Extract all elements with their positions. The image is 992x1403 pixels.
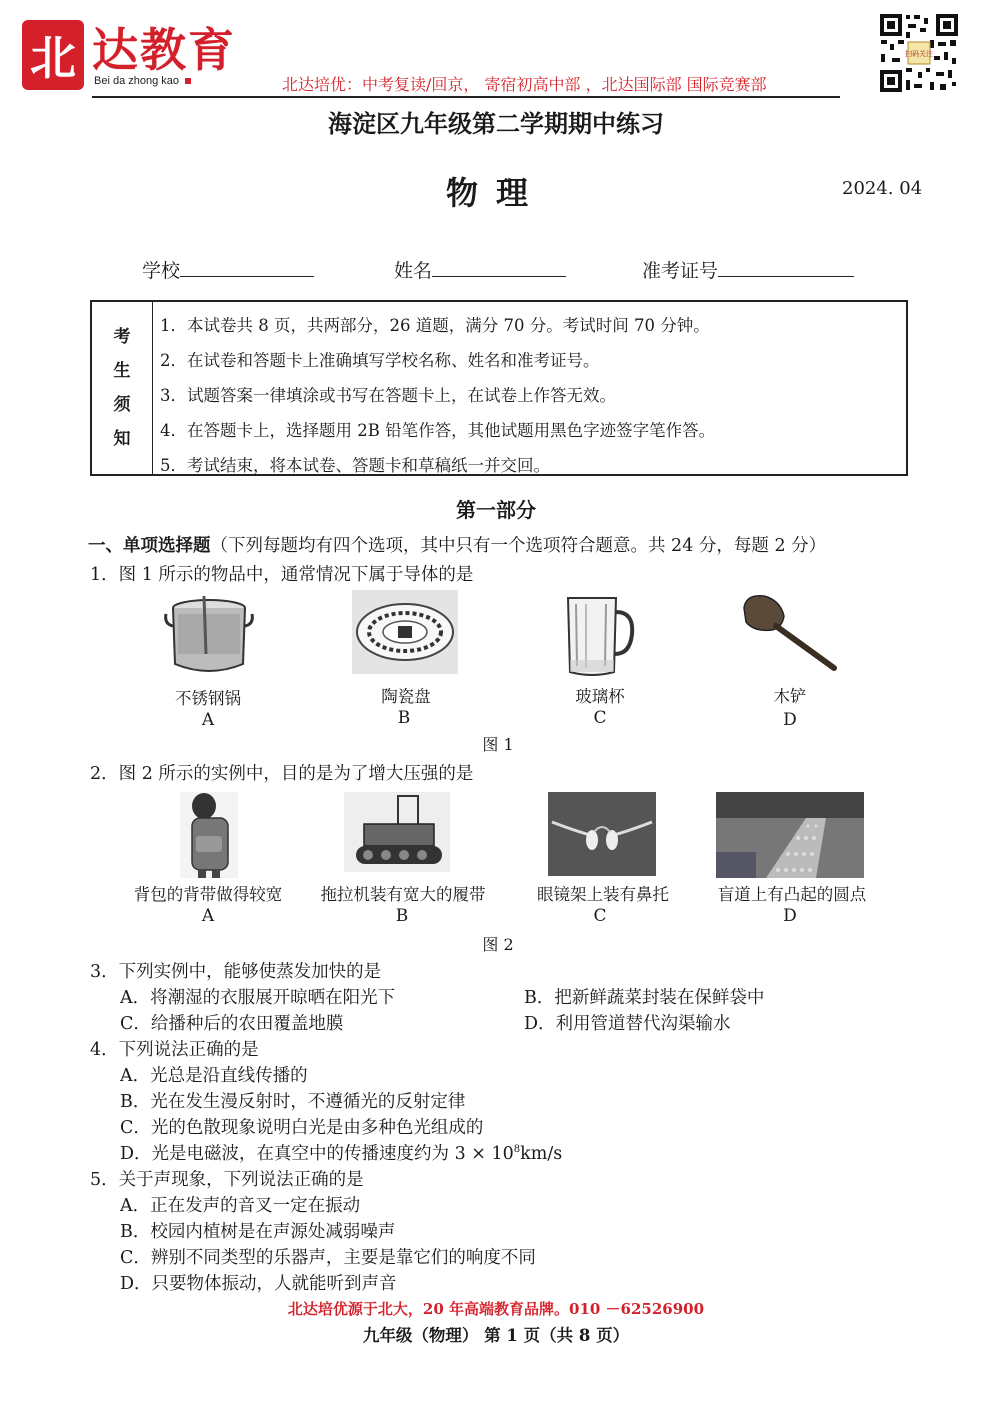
q1-caption-b: 陶瓷盘: [381, 687, 431, 706]
q1-stem: 1．图 1 所示的物品中，通常情况下属于导体的是: [90, 565, 474, 585]
q4-option-a: A．光总是沿直线传播的: [120, 1066, 308, 1086]
q3-option-a: A．将潮湿的衣服展开晾晒在阳光下: [120, 988, 396, 1008]
footer-advert: 北达培优源于北大，20 年高端教育品牌。010 －62526900: [287, 1300, 705, 1318]
exam-title: 海淀区九年级第二学期期中练习: [328, 109, 664, 138]
part-title: 第一部分: [456, 498, 536, 522]
q2-caption-a: 背包的背带做得较宽: [133, 885, 283, 904]
logo-dot-icon: [185, 78, 191, 84]
q1-letter-b: B: [397, 708, 411, 728]
notice-label-char: 考: [113, 327, 131, 347]
figure-1-label: 图 1: [482, 735, 514, 754]
name-blank[interactable]: [432, 258, 566, 277]
q4-option-b: B．光在发生漫反射时，不遵循光的反射定律: [120, 1092, 466, 1112]
q2-letter-d: D: [783, 906, 797, 926]
q4-option-d-text: D．光是电磁波，在真空中的传播速度约为 3 × 10: [120, 1144, 514, 1164]
logo-subtitle-text: Bei da zhong kao: [94, 75, 180, 87]
q2-letter-c: C: [593, 906, 607, 926]
q4-exponent: 8: [513, 1144, 521, 1156]
q2-letter-b: B: [395, 906, 409, 926]
notice-item: 5．考试结束，将本试卷、答题卡和草稿纸一并交回。: [160, 456, 550, 475]
school-label: 学校: [142, 260, 181, 282]
notice-item: 4．在答题卡上，选择题用 2B 铅笔作答，其他试题用黑色字迹签字笔作答。: [160, 421, 716, 440]
school-field[interactable]: [142, 256, 314, 283]
notice-item: 3．试题答案一律填涂或书写在答题卡上，在试卷上作答无效。: [160, 386, 616, 405]
notice-list: [160, 308, 715, 483]
logo-text: 达教育: [92, 23, 236, 77]
name-field[interactable]: [394, 256, 566, 283]
exam-id-blank[interactable]: [718, 258, 854, 277]
q1-caption-a: 不锈钢锅: [175, 689, 241, 708]
q1-caption-d: 木铲: [773, 687, 807, 706]
notice-box: [90, 300, 908, 476]
header-slogan: 北达培优：中考复读/回京， 寄宿初高中部 ，北达国际部 国际竞赛部: [282, 75, 767, 94]
q5-option-d: D．只要物体振动，人就能听到声音: [120, 1274, 397, 1294]
section-title: [88, 532, 826, 557]
glasses-nosepad-icon: [548, 792, 656, 876]
q4-unit: km/s: [520, 1144, 563, 1164]
q1-letter-c: C: [593, 708, 607, 728]
exam-id-label: 准考证号: [642, 260, 719, 282]
logo-mark: [22, 20, 84, 90]
subject-title: 物理: [445, 174, 546, 212]
qr-code-icon: [878, 12, 960, 94]
logo-subtitle: [94, 75, 191, 87]
q2-caption-c: 眼镜架上装有鼻托: [537, 885, 669, 904]
ceramic-plate-icon: [352, 590, 458, 674]
name-label: 姓名: [394, 260, 433, 282]
page-number: 九年级（物理） 第 1 页（共 8 页）: [362, 1326, 630, 1345]
wooden-spatula-icon: [738, 590, 844, 674]
notice-label: [92, 302, 153, 474]
header-rule: [92, 96, 840, 98]
q5-stem: 5．关于声现象，下列说法正确的是: [90, 1170, 364, 1190]
q5-option-a: A．正在发声的音叉一定在振动: [120, 1196, 361, 1216]
q3-stem: 3．下列实例中，能够使蒸发加快的是: [90, 962, 382, 982]
school-blank[interactable]: [180, 258, 314, 277]
q4-option-c: C．光的色散现象说明白光是由多种色光组成的: [120, 1118, 484, 1138]
exam-id-field[interactable]: [642, 256, 854, 283]
q1-letter-a: A: [201, 710, 215, 730]
q4-stem: 4．下列说法正确的是: [90, 1040, 259, 1060]
qr-center-label: 扫码关注: [905, 50, 933, 58]
exam-date: 2024. 04: [842, 178, 923, 199]
tactile-paving-icon: [716, 792, 864, 878]
q5-option-c: C．辨别不同类型的乐器声，主要是靠它们的响度不同: [120, 1248, 536, 1268]
section-desc: （下列每题均有四个选项，其中只有一个选项符合题意。共 24 分，每题 2 分）: [210, 536, 827, 556]
steel-pot-icon: [164, 594, 254, 678]
backpack-girl-icon: [180, 792, 238, 878]
glass-cup-icon: [562, 594, 636, 678]
notice-item: 1．本试卷共 8 页，共两部分，26 道题，满分 70 分。考试时间 70 分钟。: [160, 316, 710, 335]
q1-caption-c: 玻璃杯: [575, 687, 625, 706]
q2-letter-a: A: [201, 906, 215, 926]
section-head: 一、单项选择题: [88, 536, 211, 556]
q4-option-d: [120, 1140, 562, 1165]
q3-option-d: D．利用管道替代沟渠输水: [524, 1014, 731, 1034]
q2-caption-b: 拖拉机装有宽大的履带: [320, 885, 486, 904]
notice-item: 2．在试卷和答题卡上准确填写学校名称、姓名和准考证号。: [160, 351, 600, 370]
q5-option-b: B．校园内植树是在声源处减弱噪声: [120, 1222, 396, 1242]
notice-label-char: 生: [113, 361, 131, 381]
q1-letter-d: D: [783, 710, 797, 730]
q3-option-c: C．给播种后的农田覆盖地膜: [120, 1014, 344, 1034]
tractor-icon: [344, 792, 450, 872]
figure-2-label: 图 2: [482, 935, 514, 954]
q2-stem: 2．图 2 所示的实例中，目的是为了增大压强的是: [90, 764, 474, 784]
logo-char: 北: [30, 31, 76, 85]
notice-label-char: 知: [113, 429, 131, 449]
q2-caption-d: 盲道上有凸起的圆点: [717, 885, 867, 904]
notice-label-char: 须: [113, 395, 131, 415]
q3-option-b: B．把新鲜蔬菜封装在保鲜袋中: [524, 988, 765, 1008]
